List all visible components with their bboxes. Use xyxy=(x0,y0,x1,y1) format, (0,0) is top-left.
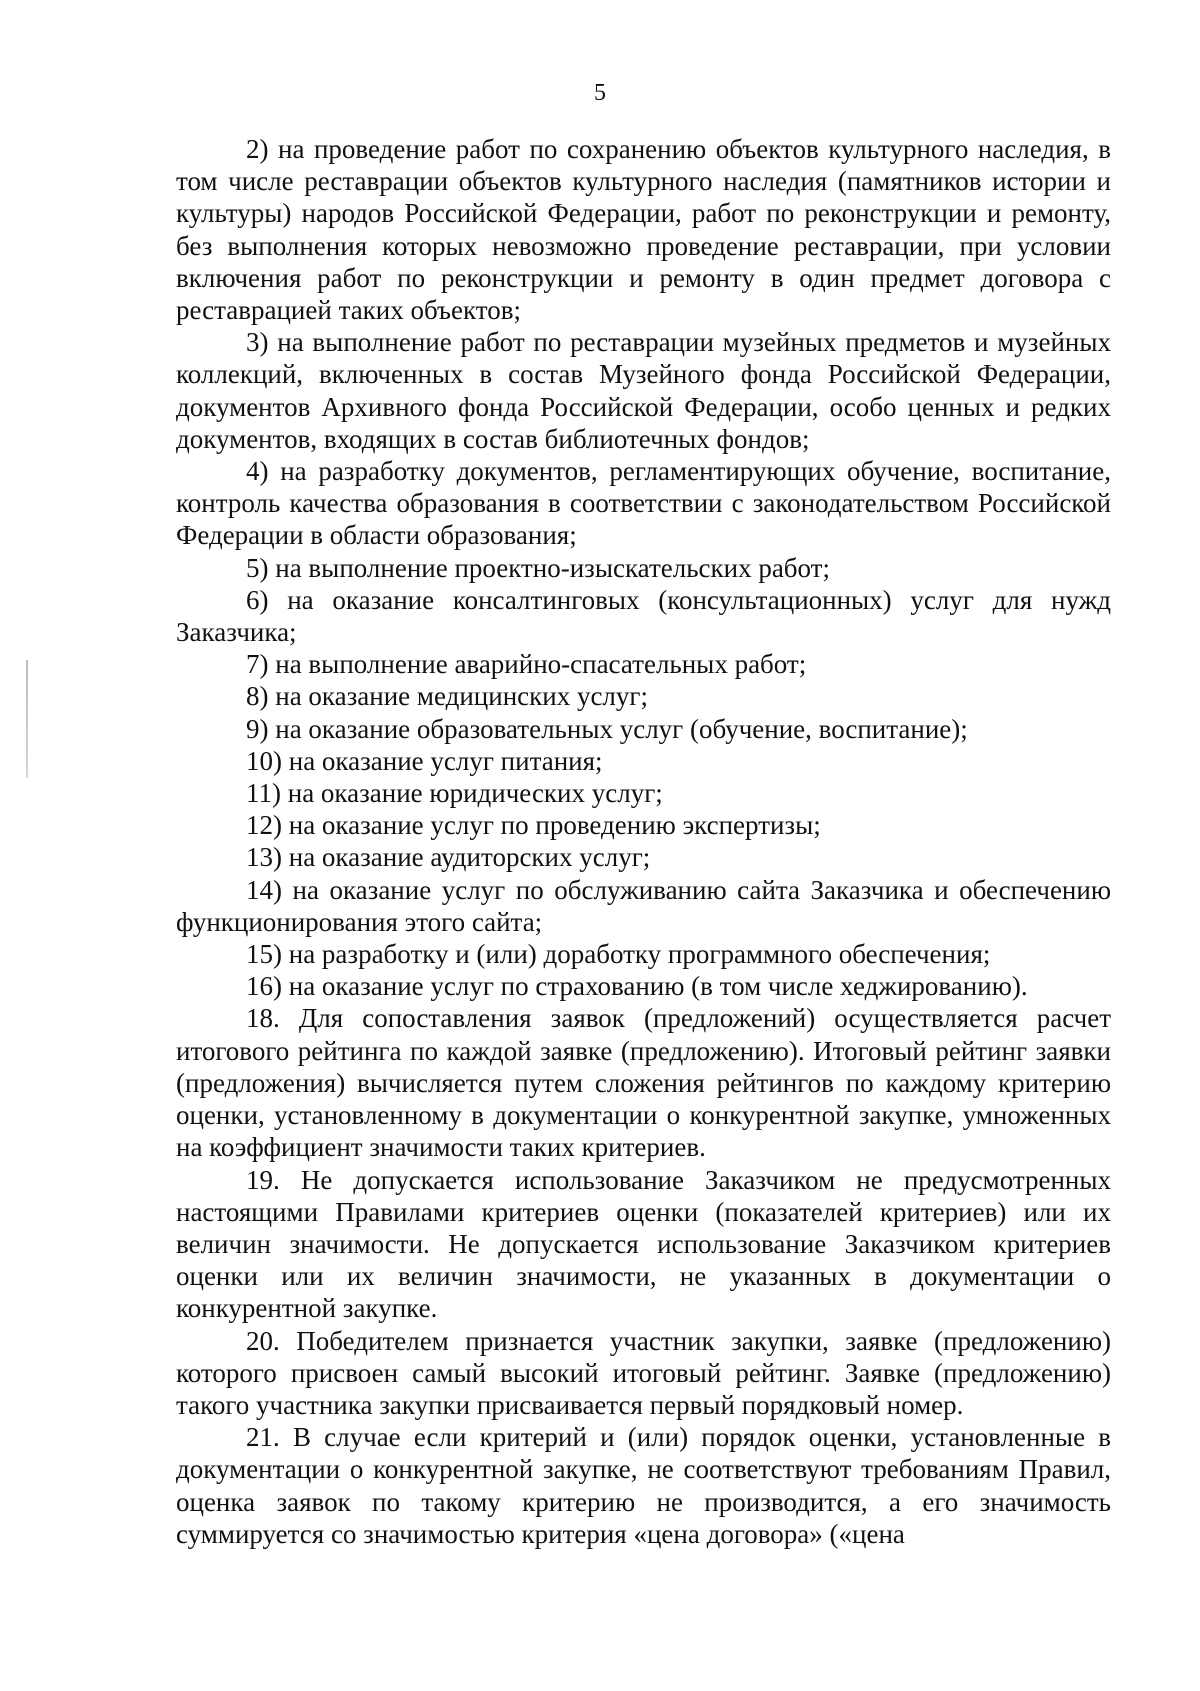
list-item-2: 2) на проведение работ по сохранению объектов культурного наследия, в том числе реставрации объектов культурного наследия (памятников истории и культуры) народов Российской Федерации, работ по реконструкции и ремонту, без выполнения которых невозможно проведение реставрации, при условии включения работ по реконструкции и ремонту в один предмет договора с реставрацией таких объектов; xyxy=(176,134,1111,326)
list-item-6: 6) на оказание консалтинговых (консультационных) услуг для нужд Заказчика; xyxy=(176,584,1111,648)
list-item-4: 4) на разработку документов, регламентирующих обучение, воспитание, контроль качества образования в соответствии с законодательством Российской Федерации в области образования; xyxy=(176,456,1111,551)
list-item-14: 14) на оказание услуг по обслуживанию сайта Заказчика и обеспечению функционирования этого сайта; xyxy=(176,874,1111,937)
list-item-3: 3) на выполнение работ по реставрации музейных предметов и музейных коллекций, включенных в состав Музейного фонда Российской Федерации, документов Архивного фонда Российской Федерации, особо ценных и редких документов, входящих в состав библиотечных фондов; xyxy=(176,327,1111,454)
list-item-16: 16) на оказание услуг по страхованию (в том числе хеджированию). xyxy=(246,971,1028,1002)
clause-20: 20. Победителем признается участник закупки, заявке (предложению) которого присвоен самый высокий итоговый рейтинг. Заявке (предложению) такого участника закупки присваивается первый порядковый номер. xyxy=(176,1325,1111,1420)
list-item-7: 7) на выполнение аварийно-спасательных работ; xyxy=(246,649,807,680)
list-item-5: 5) на выполнение проектно-изыскательских работ; xyxy=(246,552,830,583)
list-item-8: 8) на оказание медицинских услуг; xyxy=(246,681,648,712)
list-item-15: 15) на разработку и (или) доработку программного обеспечения; xyxy=(246,939,991,970)
clause-19: 19. Не допускается использование Заказчиком не предусмотренных настоящими Правилами критериев оценки (показателей критериев) или их величин значимости. Не допускается использование Заказчиком критериев оценки или их величин значимости, не указанных в документации о конкурентной закупке. xyxy=(176,1164,1111,1324)
document-body xyxy=(176,133,1111,1550)
list-item-13: 13) на оказание аудиторских услуг; xyxy=(246,842,651,873)
clause-18: 18. Для сопоставления заявок (предложений) осуществляется расчет итогового рейтинга по каждой заявке (предложению). Итоговый рейтинг заявки (предложения) вычисляется путем сложения рейтингов по каждому критерию оценки, установленному в документации о конкурентной закупке, умноженных на коэффициент значимости таких критериев. xyxy=(176,1003,1111,1163)
list-item-10: 10) на оказание услуг питания; xyxy=(246,745,603,776)
page-number: 5 xyxy=(594,80,606,106)
list-item-12: 12) на оказание услуг по проведению экспертизы; xyxy=(246,810,821,841)
list-item-11: 11) на оказание юридических услуг; xyxy=(246,778,663,809)
list-item-9: 9) на оказание образовательных услуг (обучение, воспитание); xyxy=(246,713,968,744)
clause-21: 21. В случае если критерий и (или) порядок оценки, установленные в документации о конкурентной закупке, не соответствуют требованиям Правил, оценка заявок по такому критерию не производится, а его значимость суммируется со значимостью критерия «цена договора» («цена xyxy=(176,1422,1111,1549)
scan-edge-mark xyxy=(26,660,28,778)
